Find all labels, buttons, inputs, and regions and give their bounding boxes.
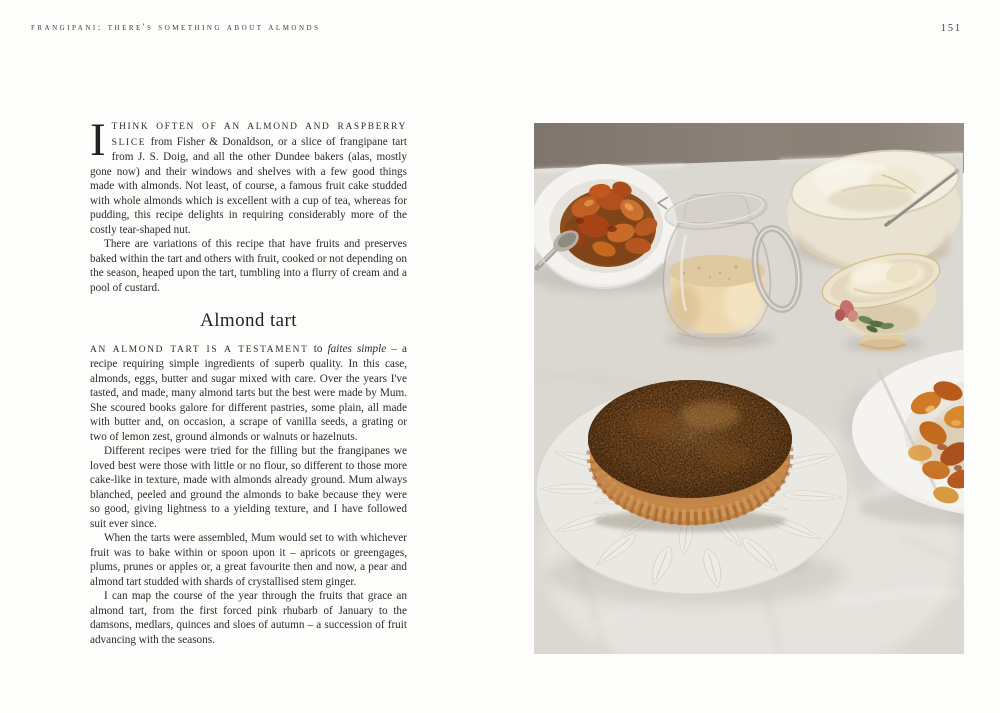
small-caps-lead: THINK OFTEN OF AN ALMOND AND RASPBERRY SLICE (111, 122, 407, 148)
paragraph-intro: ITHINK OFTEN OF AN ALMOND AND RASPBERRY SLICE from Fisher & Donaldson, or a slice of frangipane tart from J. S. Doig, and all the other Dundee bakers (alas, mostly gone now) and their windows and shelves with a few good things made with almonds. Not least, of course, a famous fruit cake studded with whole almonds which is excellent with a cup of tea, whereas for pudding, this recipe delights in requiring considerably more of the costly tear-shaped nut. (90, 114, 407, 236)
food-photograph (534, 123, 964, 654)
paragraph: There are variations of this recipe that have fruits and preserves baked within the tart and others with fruit, cooked or not depending on the season, heaped upon the tart, tumbling into a flurry of cream and a pool of custard. (90, 238, 407, 294)
drop-cap: I (90, 114, 106, 166)
small-caps-lead: AN ALMOND TART IS A TESTAMENT (90, 344, 309, 355)
paragraph: I can map the course of the year through the fruits that grace an almond tart, from the first forced pink rhubarb of January to the damsons, medlars, quinces and sloes of autumn – a succession of fruit advancing with the seasons. (90, 590, 407, 646)
italic-phrase: faites simple (327, 342, 387, 355)
apricot-plate (534, 164, 677, 289)
recipe-title: Almond tart (200, 310, 297, 331)
paragraph: AN ALMOND TART IS A TESTAMENT to faites simple – a recipe requiring simple ingredients of superb quality. In this case, almonds, eggs, butter and sugar mixed with care. Over the years I've tasted, and made, many almond tarts but the best were made by Mum. She scoured books galore for different pastries, some plain, all made with butter and, on occasion, a scrape of vanilla seeds, a grating or two of lemon zest, ground almonds or walnuts or hazelnuts. (90, 342, 408, 443)
page-number: 151 (941, 23, 962, 34)
paragraph: When the tarts were assembled, Mum would set to with whichever fruit was to bake within or spoon upon it – apricots or greengages, plums, prunes or apples or, a great favourite then and now, a pear and almond tart studded with shards of crystallised stem ginger. (90, 532, 407, 588)
text-column (90, 114, 408, 647)
paragraph: Different recipes were tried for the filling but the frangipanes we loved best were those with little or no flour, so different to those more cake-like in texture, made with almonds already ground. Mum always blanched, peeled and ground the almonds to bake because they were so good, giving lightness to a yielding texture, and I have followed suit ever since. (90, 445, 407, 530)
running-header: frangipani: there's something about almonds (31, 23, 321, 33)
